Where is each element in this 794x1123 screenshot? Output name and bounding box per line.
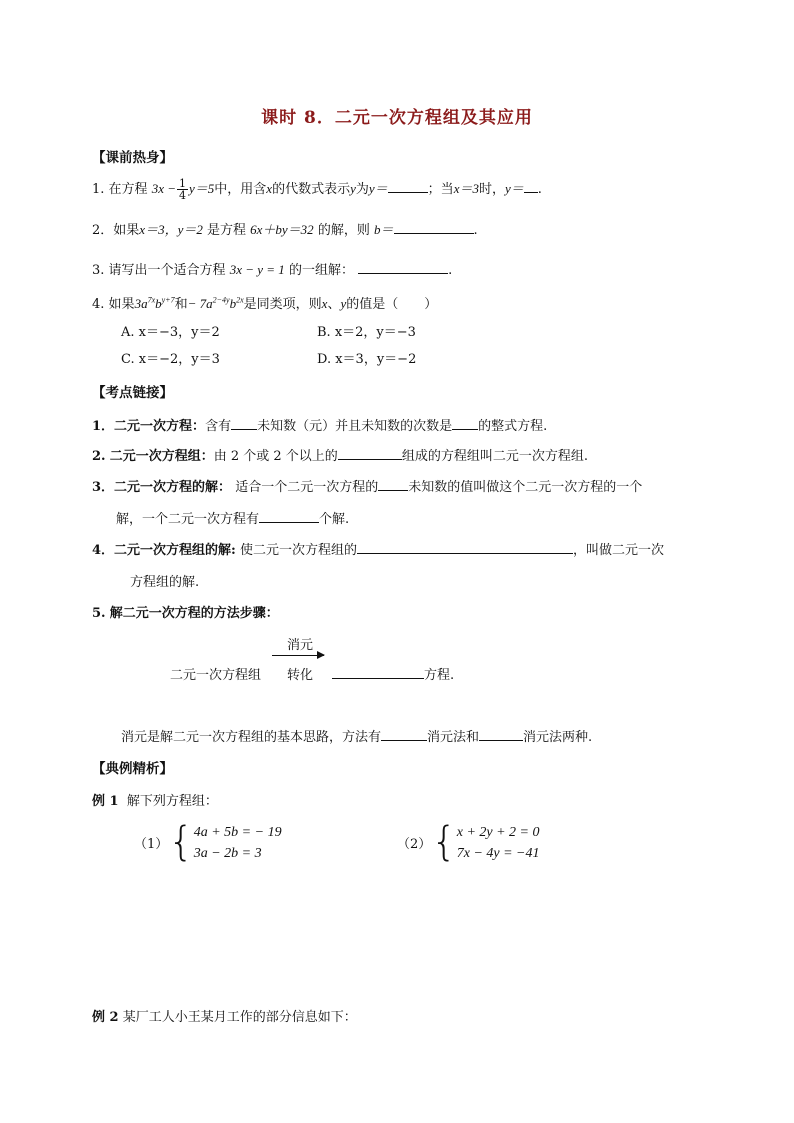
answer-blank[interactable] bbox=[394, 221, 474, 234]
answer-blank[interactable] bbox=[452, 417, 478, 430]
answer-blank[interactable] bbox=[381, 728, 427, 741]
point-4: 4．二元一次方程组的解: 使二元一次方程组的 ，叫做二元一次 bbox=[92, 543, 665, 558]
answer-blank[interactable] bbox=[231, 417, 257, 430]
question-4: 4. 如果$3a^{7x}b^{y+7}$和− $7a^{2-4y}b^{2x}$是同类项，则x、y的值是（ ） bbox=[92, 295, 438, 312]
question-3: 3. 请写出一个适合方程 3x − y = 1 的一组解： . bbox=[92, 262, 453, 278]
point-5: 5. 解二元一次方程的方法步骤： bbox=[92, 606, 279, 621]
section-heading-examples: 【典例精析】 bbox=[92, 761, 173, 777]
answer-blank[interactable] bbox=[357, 541, 573, 554]
page-title: 课时 8．二元一次方程组及其应用 bbox=[261, 108, 533, 128]
elimination-note: 消元是解二元一次方程组的基本思路，方法有 消元法和 消元法两种. bbox=[121, 730, 593, 745]
option-a[interactable]: A. x＝−3，y＝2 bbox=[121, 325, 220, 340]
brace-icon: { bbox=[168, 819, 194, 865]
example-1: 例 1 解下列方程组： bbox=[92, 794, 218, 809]
flow-right: 方程. bbox=[332, 664, 454, 683]
fraction: $\frac{1}{4}$ bbox=[179, 177, 186, 202]
answer-blank[interactable] bbox=[388, 180, 428, 193]
system-1: （1）{ 4a + 5b = − 19 3a − 2b = 3 bbox=[134, 819, 282, 865]
example-2: 例 2 某厂工人小王某月工作的部分信息如下： bbox=[92, 1010, 357, 1025]
answer-blank[interactable] bbox=[524, 180, 538, 193]
answer-blank[interactable] bbox=[259, 510, 319, 523]
system-2: （2）{ x + 2y + 2 = 0 7x − 4y = −41 bbox=[397, 819, 540, 865]
answer-blank[interactable] bbox=[378, 478, 408, 491]
option-d[interactable]: D. x＝3，y＝−2 bbox=[317, 352, 417, 367]
option-c[interactable]: C. x＝−2，y＝3 bbox=[121, 352, 220, 367]
point-1: 1．二元一次方程：含有 未知数（元）并且未知数的次数是 的整式方程. bbox=[92, 419, 548, 434]
answer-blank[interactable] bbox=[479, 728, 523, 741]
point-3-continued: 解，一个二元一次方程有 个解. bbox=[116, 512, 350, 527]
question-2: 2．如果x＝3，y＝2 是方程 6x＋by＝32 的解，则 b＝ . bbox=[92, 222, 478, 238]
section-heading-key-points: 【考点链接】 bbox=[92, 385, 173, 401]
point-4-continued: 方程组的解. bbox=[130, 575, 200, 590]
arrow-icon bbox=[272, 655, 324, 656]
flow-label-transform: 转化 bbox=[287, 668, 314, 683]
flow-left: 二元一次方程组 bbox=[170, 668, 262, 683]
option-b[interactable]: B. x＝2，y＝−3 bbox=[317, 325, 416, 340]
point-3: 3．二元一次方程的解： 适合一个二元一次方程的 未知数的值叫做这个二元一次方程的一个 bbox=[92, 480, 643, 495]
point-2: 2. 二元一次方程组：由 2 个或 2 个以上的 组成的方程组叫二元一次方程组. bbox=[92, 449, 588, 464]
section-heading-warmup: 【课前热身】 bbox=[92, 150, 173, 166]
brace-icon: { bbox=[431, 819, 457, 865]
question-1: 1. 在方程 3x − $\frac{1}{4}$ y＝5中，用含x的代数式表示y为y＝ ；当x＝3时，y＝ . bbox=[92, 177, 542, 202]
answer-blank[interactable] bbox=[358, 261, 448, 274]
flow-label-eliminate: 消元 bbox=[287, 638, 314, 653]
answer-blank[interactable] bbox=[332, 666, 424, 679]
answer-blank[interactable] bbox=[338, 447, 402, 460]
